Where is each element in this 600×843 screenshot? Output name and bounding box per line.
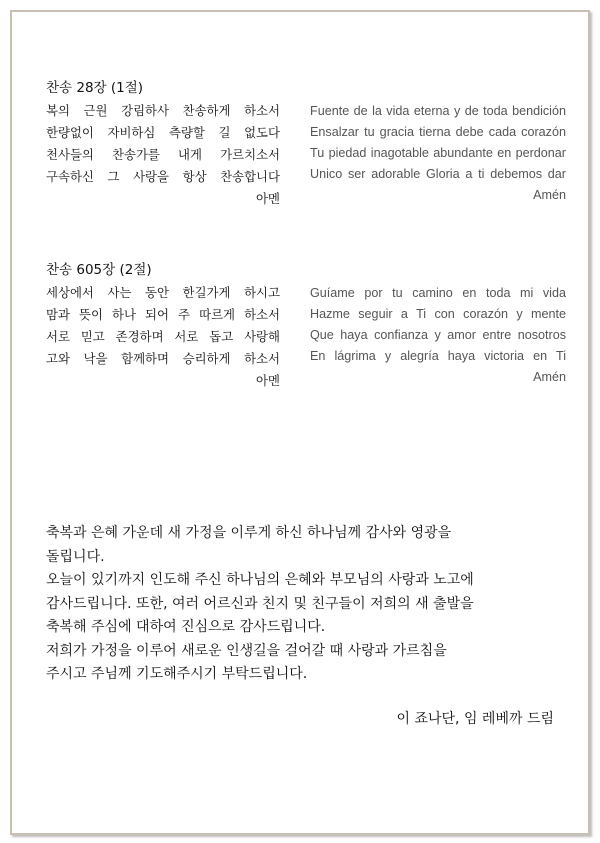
- message-line: 축복과 은혜 가운데 새 가정을 이루게 하신 하나님께 감사와 영광을: [46, 525, 452, 541]
- korean-lyric-line: 구속하신 그 사랑을 항상 찬송합니다: [46, 169, 280, 184]
- message-line: 저희가 가정을 이루어 새로운 인생길을 걸어갈 때 사랑과 가르침을: [46, 642, 447, 659]
- spanish-lyric-line: Que haya confianza y amor entre nosotros: [310, 328, 566, 342]
- hymn-605-spanish-lyrics: [310, 282, 566, 392]
- spanish-lyric-line: Unico ser adorable Gloria a ti debemos dar: [310, 167, 566, 181]
- korean-lyric-line: 천사들의 찬송가를 내게 가르치소서: [46, 147, 280, 162]
- korean-lyric-line: 서로 믿고 존경하며 서로 돕고 사랑해: [46, 329, 280, 344]
- korean-lyric-line: 세상에서 사는 동안 한길가게 하시고: [46, 285, 280, 300]
- spanish-lyric-line: Ensalzar tu gracia tierna debe cada corazón: [310, 125, 566, 139]
- hymn-28-title: 찬송 28장 (1절): [46, 80, 144, 96]
- korean-lyric-line: 복의 근원 강림하사 찬송하게 하소서: [46, 103, 280, 118]
- korean-amen: 아멘: [256, 373, 280, 388]
- message-line: 축복해 주심에 대하여 진심으로 감사드립니다.: [46, 619, 326, 635]
- korean-amen: 아멘: [256, 191, 280, 206]
- hymn-605-section: [46, 260, 566, 392]
- spanish-lyric-line: En lágrima y alegría haya victoria en Ti: [310, 349, 566, 363]
- hymn-605-title: 찬송 605장 (2절): [46, 262, 152, 278]
- spanish-amen: Amén: [533, 188, 566, 202]
- signature: 이 죠나단, 임 레베까 드림: [396, 711, 554, 727]
- korean-lyric-line: 맘과 뜻이 하나 되어 주 따르게 하소서: [46, 307, 280, 322]
- spanish-lyric-line: Guíame por tu camino en toda mi vida: [310, 286, 566, 300]
- korean-lyric-line: 한량없이 자비하심 측량할 길 없도다: [46, 125, 280, 140]
- spanish-lyric-line: Tu piedad inagotable abundante en perdonar: [310, 146, 566, 160]
- message-line: 주시고 주님께 기도해주시기 부탁드립니다.: [46, 666, 308, 682]
- hymn-28-section: [46, 78, 566, 210]
- hymn-28-korean-lyrics: [46, 100, 280, 210]
- korean-lyric-line: 고와 낙을 함께하며 승리하게 하소서: [46, 351, 280, 366]
- message-line: 돌립니다.: [46, 548, 105, 565]
- spanish-lyric-line: Hazme seguir a Ti con corazón y mente: [310, 307, 566, 321]
- spanish-lyric-line: Fuente de la vida eterna y de toda bendición: [310, 104, 566, 118]
- thank-you-message: [46, 522, 558, 687]
- message-line: 오늘이 있기까지 인도해 주신 하나님의 은혜와 부모님의 사랑과 노고에: [46, 572, 474, 588]
- hymn-605-korean-lyrics: [46, 282, 280, 392]
- message-line: 감사드립니다. 또한, 여러 어르신과 친지 및 친구들이 저희의 새 출발을: [46, 595, 474, 612]
- spanish-amen: Amén: [533, 370, 566, 384]
- hymn-28-spanish-lyrics: [310, 100, 566, 210]
